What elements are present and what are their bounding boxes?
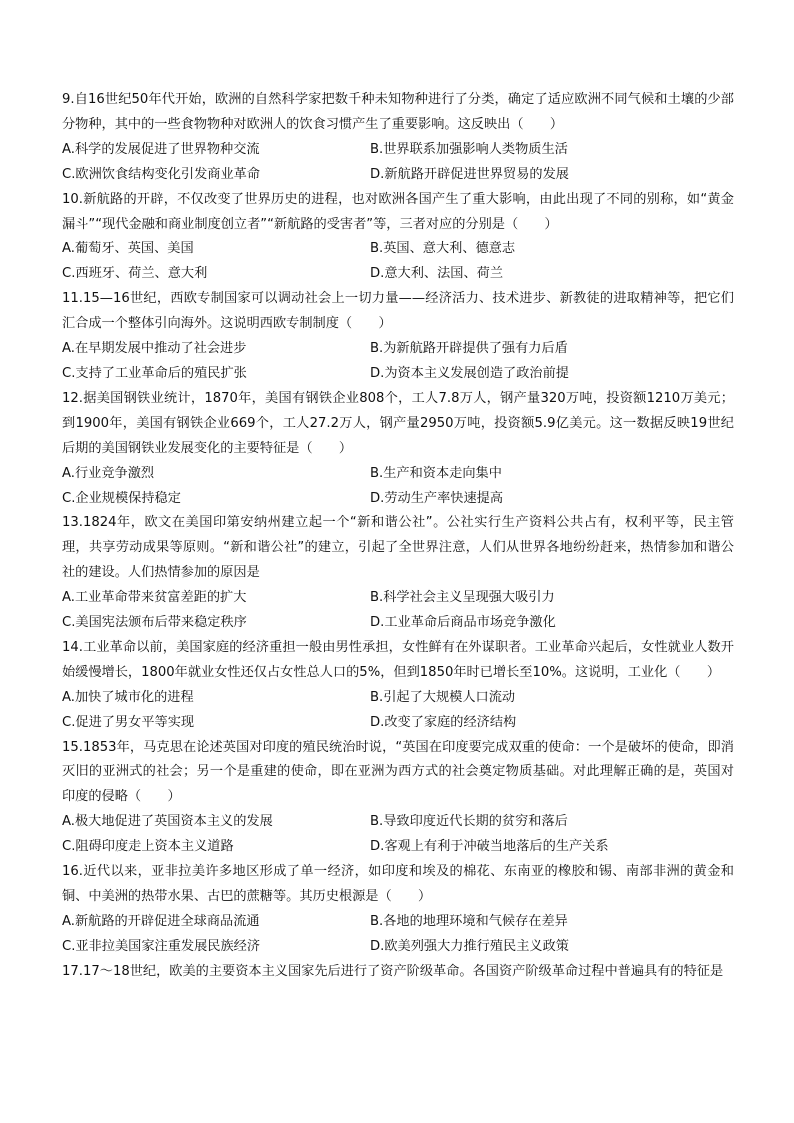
question-stem: 9.自16世纪50年代开始，欧洲的自然科学家把数千种未知物种进行了分类，确定了适应欧洲不同气候和土壤的少部分物种，其中的一些食物物种对欧洲人的饮食习惯产生了重要影响。这反映出（ ） bbox=[62, 92, 734, 132]
option-d[interactable]: D.客观上有利于冲破当地落后的生产关系 bbox=[370, 839, 609, 855]
option-a[interactable]: A.加快了城市化的进程 bbox=[62, 689, 194, 705]
question-stem: 12.据美国钢铁业统计，1870年，美国有钢铁企业808个，工人7.8万人，钢产量320万吨，投资额1210万美元；到1900年，美国有钢铁企业669个，工人27.2万人，钢产量2950万吨，投资额5.9亿美元。这一数据反映19世纪后期的美国钢铁业发展变化的主要特征是（ ） bbox=[62, 390, 734, 456]
option-d[interactable]: D.为资本主义发展创造了政治前提 bbox=[370, 365, 569, 381]
option-b[interactable]: B.各地的地理环境和气候存在差异 bbox=[370, 913, 568, 929]
option-a[interactable]: A.在早期发展中推动了社会进步 bbox=[62, 341, 247, 357]
option-d[interactable]: D.工业革命后商品市场竞争激化 bbox=[370, 615, 556, 631]
option-c[interactable]: C.欧洲饮食结构变化引发商业革命 bbox=[62, 166, 261, 182]
question-17 bbox=[62, 960, 734, 985]
option-c[interactable]: C.美国宪法颁布后带来稳定秩序 bbox=[62, 615, 247, 631]
question-stem: 11.15—16世纪，西欧专制国家可以调动社会上一切力量——经济活力、技术进步、新教徒的进取精神等，把它们汇合成一个整体引向海外。这说明西欧专制制度（ ） bbox=[62, 291, 734, 332]
question-stem: 13.1824年，欧文在美国印第安纳州建立起一个“新和谐公社”。公社实行生产资料公共占有，权利平等，民主管理，共享劳动成果等原则。“新和谐公社”的建立，引起了全世界注意，人们从世界各地纷纷赶来，热情参加和谐公社的建设。人们热情参加的原因是 bbox=[62, 515, 734, 581]
question-10 bbox=[62, 188, 734, 288]
option-d[interactable]: D.欧美列强大力推行殖民主义政策 bbox=[370, 938, 569, 954]
options-grid bbox=[62, 686, 734, 736]
option-b[interactable]: B.生产和资本走向集中 bbox=[370, 465, 502, 481]
question-stem: 16.近代以来，亚非拉美许多地区形成了单一经济，如印度和埃及的棉花、东南亚的橡胶和锡、南部非洲的黄金和铜、中美洲的热带水果、古巴的蔗糖等。其历史根源是（ ） bbox=[62, 864, 734, 904]
question-16 bbox=[62, 860, 734, 960]
option-b[interactable]: B.引起了大规模人口流动 bbox=[370, 689, 516, 705]
options-grid bbox=[62, 138, 734, 188]
option-d[interactable]: D.新航路开辟促进世界贸易的发展 bbox=[370, 166, 569, 182]
exam-page bbox=[62, 88, 734, 985]
option-c[interactable]: C.支持了工业革命后的殖民扩张 bbox=[62, 365, 247, 381]
option-b[interactable]: B.科学社会主义呈现强大吸引力 bbox=[370, 590, 555, 606]
options-grid bbox=[62, 810, 734, 860]
options-grid bbox=[62, 910, 734, 960]
option-b[interactable]: B.世界联系加强影响人类物质生活 bbox=[370, 141, 568, 157]
option-c[interactable]: C.阻碍印度走上资本主义道路 bbox=[62, 839, 234, 855]
option-a[interactable]: A.新航路的开辟促进全球商品流通 bbox=[62, 913, 260, 929]
question-stem: 17.17～18世纪，欧美的主要资本主义国家先后进行了资产阶级革命。各国资产阶级革命过程中普遍具有的特征是 bbox=[62, 963, 724, 979]
option-a[interactable]: A.行业竞争激烈 bbox=[62, 465, 155, 481]
options-grid bbox=[62, 586, 734, 636]
option-d[interactable]: D.意大利、法国、荷兰 bbox=[370, 266, 504, 282]
option-a[interactable]: A.工业革命带来贫富差距的扩大 bbox=[62, 590, 247, 606]
options-grid bbox=[62, 462, 734, 512]
options-grid bbox=[62, 237, 734, 287]
question-stem: 14.工业革命以前，美国家庭的经济重担一般由男性承担，女性鲜有在外谋职者。工业革命兴起后，女性就业人数开始缓慢增长，1800年就业女性还仅占女性总人口的5%，但到1850年时已增长至10%。这说明，工业化（ ） bbox=[62, 639, 734, 680]
question-9 bbox=[62, 88, 734, 188]
question-12 bbox=[62, 387, 734, 512]
option-b[interactable]: B.导致印度近代长期的贫穷和落后 bbox=[370, 814, 568, 830]
option-a[interactable]: A.极大地促进了英国资本主义的发展 bbox=[62, 814, 273, 830]
option-a[interactable]: A.科学的发展促进了世界物种交流 bbox=[62, 141, 260, 157]
option-b[interactable]: B.英国、意大利、德意志 bbox=[370, 241, 516, 257]
question-14 bbox=[62, 636, 734, 736]
option-c[interactable]: C.西班牙、荷兰、意大利 bbox=[62, 266, 208, 282]
question-15 bbox=[62, 736, 734, 861]
option-b[interactable]: B.为新航路开辟提供了强有力后盾 bbox=[370, 341, 568, 357]
question-11 bbox=[62, 287, 734, 387]
option-d[interactable]: D.改变了家庭的经济结构 bbox=[370, 714, 517, 730]
question-13 bbox=[62, 511, 734, 636]
option-c[interactable]: C.企业规模保持稳定 bbox=[62, 490, 181, 506]
option-d[interactable]: D.劳动生产率快速提高 bbox=[370, 490, 504, 506]
option-c[interactable]: C.促进了男女平等实现 bbox=[62, 714, 195, 730]
option-a[interactable]: A.葡萄牙、英国、美国 bbox=[62, 241, 194, 257]
question-stem: 15.1853年，马克思在论述英国对印度的殖民统治时说，“英国在印度要完成双重的使命：一个是破坏的使命，即消灭旧的亚洲式的社会；另一个是重建的使命，即在亚洲为西方式的社会奠定物质基础。对此理解正确的是，英国对印度的侵略（ ） bbox=[62, 739, 734, 805]
options-grid bbox=[62, 337, 734, 387]
question-stem: 10.新航路的开辟，不仅改变了世界历史的进程，也对欧洲各国产生了重大影响，由此出现了不同的别称，如“黄金漏斗”“现代金融和商业制度创立者”“新航路的受害者”等，三者对应的分别是（ ） bbox=[62, 191, 734, 232]
option-c[interactable]: C.亚非拉美国家注重发展民族经济 bbox=[62, 938, 261, 954]
